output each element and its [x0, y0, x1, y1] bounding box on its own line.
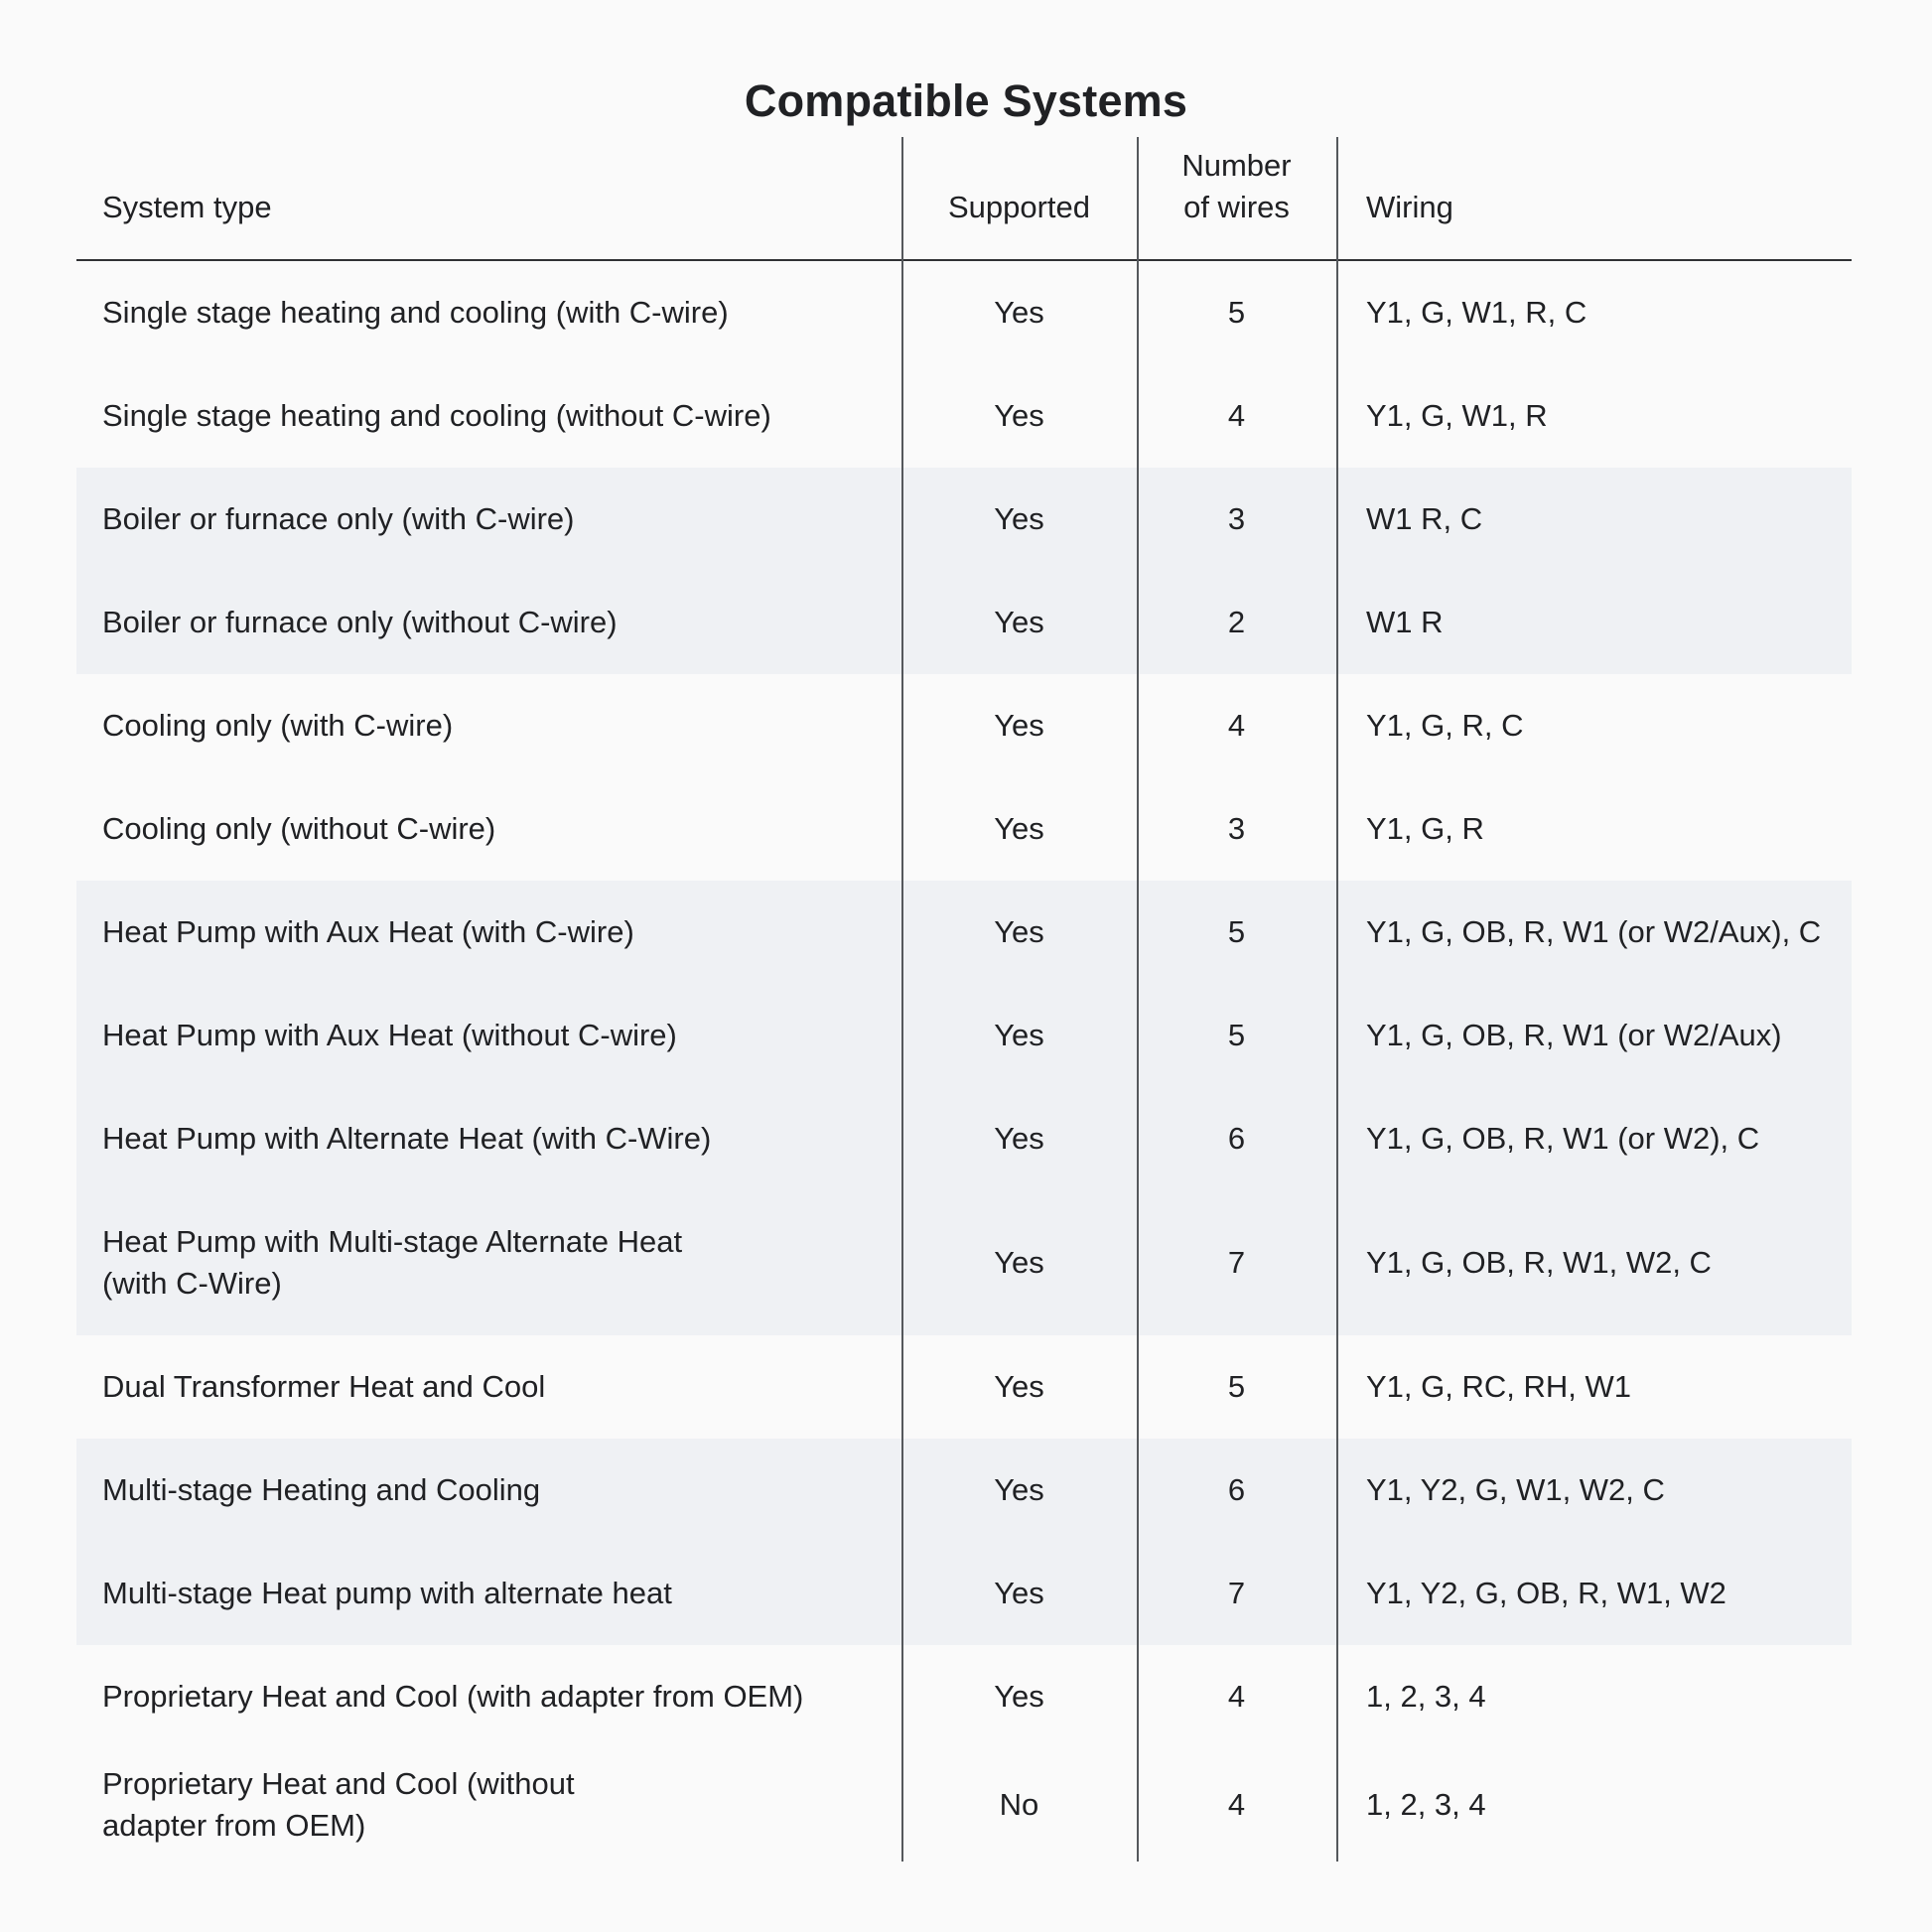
supported-cell: Yes [994, 501, 1044, 536]
column-header-wiring: Wiring [1366, 190, 1453, 224]
table-row [76, 777, 1852, 881]
table-row [76, 571, 1852, 674]
system-type-cell: Heat Pump with Aux Heat (without C-wire) [102, 1018, 677, 1052]
column-header-number-of-wires: Number of wires [1181, 148, 1292, 224]
table-row [76, 1335, 1852, 1439]
wires-cell: 3 [1227, 501, 1246, 536]
table-row [76, 1748, 1852, 1862]
supported-cell: Yes [994, 1018, 1044, 1052]
system-type-cell: Heat Pump with Alternate Heat (with C-Wire) [102, 1121, 712, 1156]
supported-cell: Yes [994, 708, 1044, 743]
system-type-cell: Boiler or furnace only (without C-wire) [102, 605, 618, 639]
wiring-cell: Y1, G, RC, RH, W1 [1366, 1369, 1631, 1404]
supported-cell: Yes [994, 1576, 1044, 1610]
supported-cell: Yes [994, 605, 1044, 639]
supported-cell: Yes [994, 811, 1044, 846]
supported-cell: Yes [994, 1679, 1044, 1714]
table-row [76, 364, 1852, 468]
page-title: Compatible Systems [744, 75, 1188, 127]
system-type-cell: Heat Pump with Multi-stage Alternate Heat (with C-Wire) [102, 1224, 683, 1301]
wiring-cell: W1 R [1366, 605, 1444, 639]
wires-cell: 6 [1227, 1121, 1246, 1156]
wiring-cell: Y1, G, W1, R [1366, 398, 1548, 433]
wires-cell: 2 [1227, 605, 1246, 639]
column-divider-1 [901, 137, 903, 1862]
table-row [76, 1542, 1852, 1645]
supported-cell: Yes [994, 1245, 1044, 1280]
wiring-cell: 1, 2, 3, 4 [1366, 1679, 1486, 1714]
system-type-cell: Dual Transformer Heat and Cool [102, 1369, 546, 1404]
wiring-cell: W1 R, C [1366, 501, 1483, 536]
wires-cell: 3 [1227, 811, 1246, 846]
table-row [76, 881, 1852, 984]
system-type-cell: Single stage heating and cooling (with C-wire) [102, 295, 729, 330]
wiring-cell: Y1, G, OB, R, W1 (or W2), C [1366, 1121, 1760, 1156]
wires-cell: 6 [1227, 1472, 1246, 1507]
table-row [76, 1190, 1852, 1335]
wiring-cell: Y1, G, OB, R, W1 (or W2/Aux) [1366, 1018, 1782, 1052]
column-header-supported: Supported [947, 190, 1091, 224]
wiring-cell: Y1, Y2, G, OB, R, W1, W2 [1366, 1576, 1726, 1610]
supported-cell: Yes [994, 1472, 1044, 1507]
wires-cell: 5 [1227, 914, 1246, 949]
wires-cell: 5 [1227, 1369, 1246, 1404]
table-row [76, 1439, 1852, 1542]
system-type-cell: Heat Pump with Aux Heat (with C-wire) [102, 914, 634, 949]
wiring-cell: Y1, G, OB, R, W1 (or W2/Aux), C [1366, 914, 1822, 949]
wires-cell: 4 [1227, 708, 1246, 743]
system-type-cell: Multi-stage Heat pump with alternate heat [102, 1576, 672, 1610]
supported-cell: No [999, 1787, 1039, 1822]
wires-cell: 4 [1227, 1679, 1246, 1714]
table-row [76, 984, 1852, 1087]
wiring-cell: Y1, G, OB, R, W1, W2, C [1366, 1245, 1712, 1280]
supported-cell: Yes [994, 398, 1044, 433]
column-divider-3 [1336, 137, 1338, 1862]
wires-cell: 5 [1227, 295, 1246, 330]
supported-cell: Yes [994, 295, 1044, 330]
table-row [76, 468, 1852, 571]
system-type-cell: Cooling only (with C-wire) [102, 708, 454, 743]
supported-cell: Yes [994, 1121, 1044, 1156]
system-type-cell: Single stage heating and cooling (without C-wire) [102, 398, 771, 433]
compatible-systems-table [76, 137, 1852, 1862]
wiring-cell: Y1, G, W1, R, C [1366, 295, 1587, 330]
table-header-row [76, 137, 1852, 261]
table-row [76, 1087, 1852, 1190]
system-type-cell: Proprietary Heat and Cool (without adapter from OEM) [102, 1766, 575, 1843]
system-type-cell: Boiler or furnace only (with C-wire) [102, 501, 575, 536]
wires-cell: 7 [1227, 1245, 1246, 1280]
system-type-cell: Cooling only (without C-wire) [102, 811, 496, 846]
wires-cell: 4 [1227, 398, 1246, 433]
supported-cell: Yes [994, 1369, 1044, 1404]
wires-cell: 7 [1227, 1576, 1246, 1610]
wiring-cell: Y1, G, R [1366, 811, 1484, 846]
wiring-cell: Y1, G, R, C [1366, 708, 1524, 743]
table-row [76, 674, 1852, 777]
system-type-cell: Proprietary Heat and Cool (with adapter from OEM) [102, 1679, 804, 1714]
column-header-system-type: System type [102, 190, 272, 224]
wiring-cell: 1, 2, 3, 4 [1366, 1787, 1486, 1822]
wiring-cell: Y1, Y2, G, W1, W2, C [1366, 1472, 1665, 1507]
table-row [76, 261, 1852, 364]
column-divider-2 [1137, 137, 1139, 1862]
system-type-cell: Multi-stage Heating and Cooling [102, 1472, 541, 1507]
wires-cell: 5 [1227, 1018, 1246, 1052]
table-row [76, 1645, 1852, 1748]
supported-cell: Yes [994, 914, 1044, 949]
wires-cell: 4 [1227, 1787, 1246, 1822]
